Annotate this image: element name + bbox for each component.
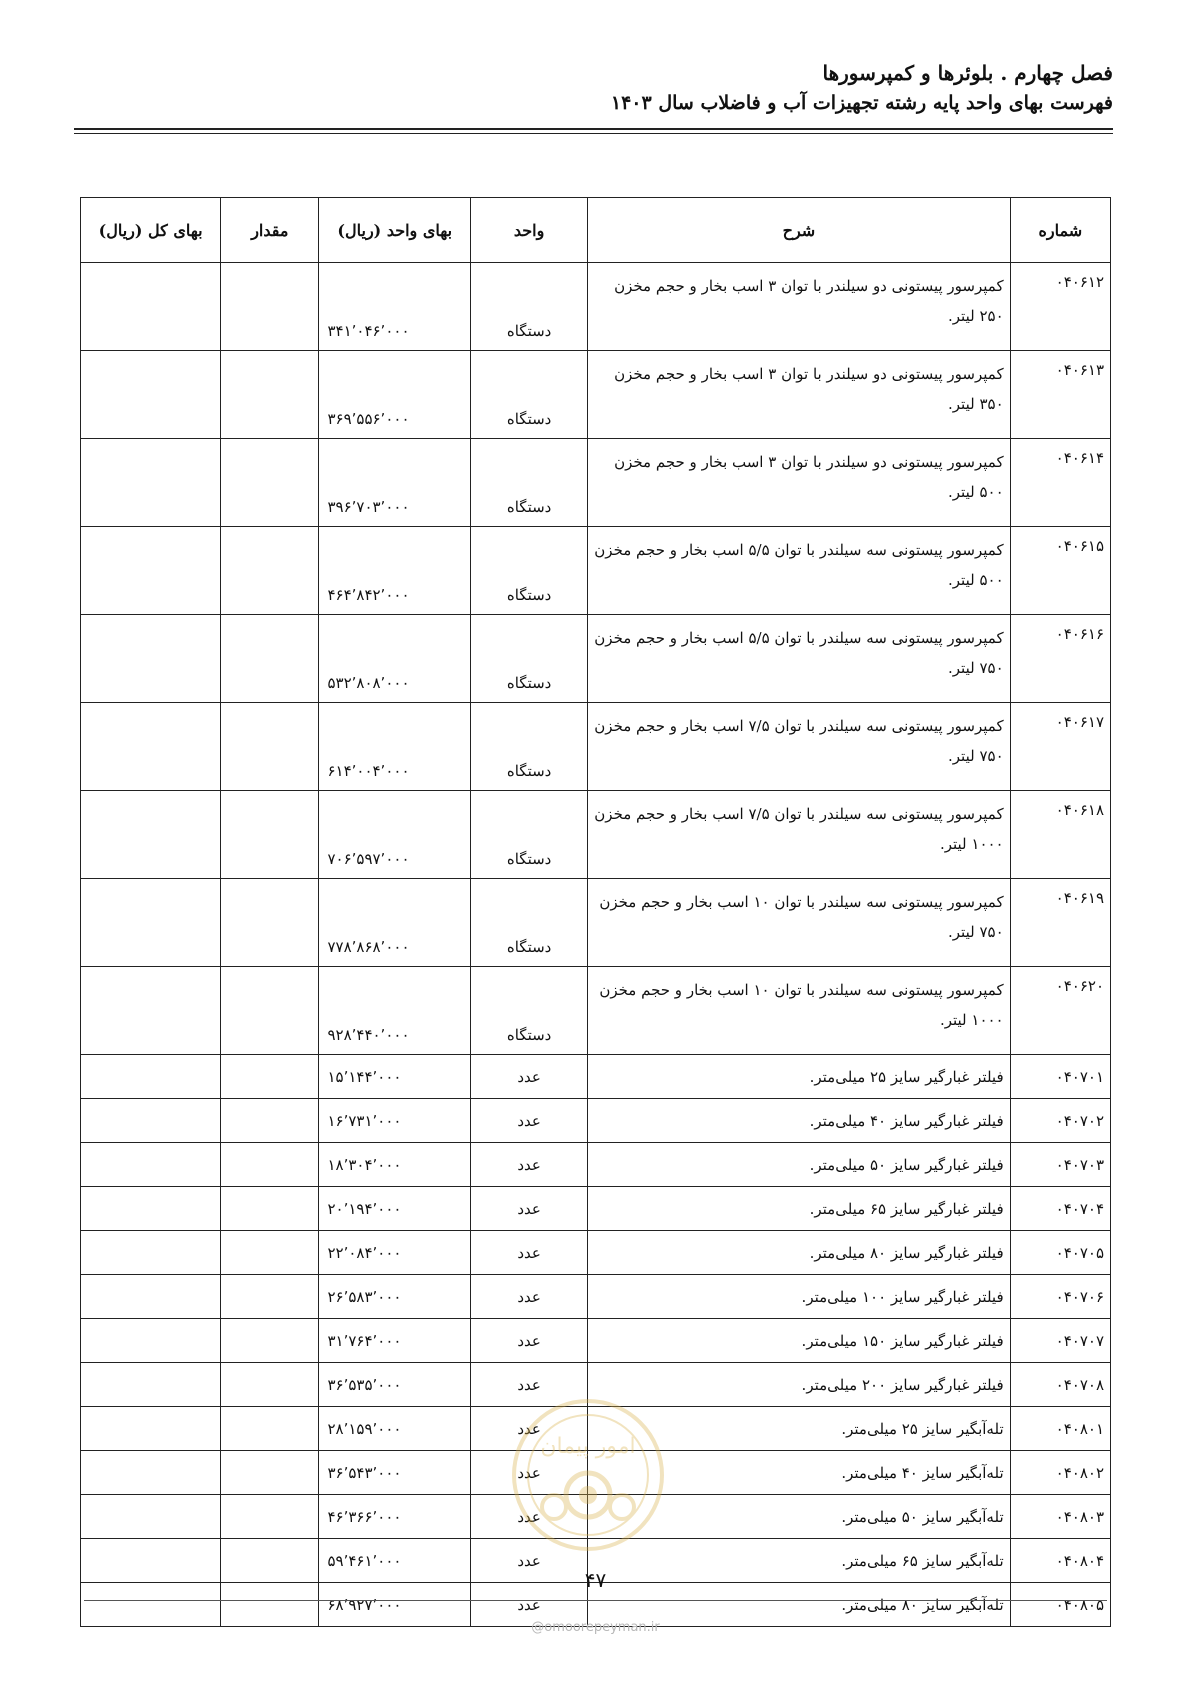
row-unit: عدد xyxy=(471,1055,588,1099)
row-quantity xyxy=(221,1363,319,1407)
row-unit-price: ۶۱۴٬۰۰۴٬۰۰۰ xyxy=(319,703,471,791)
row-total-price xyxy=(81,1495,221,1539)
row-unit-price: ۱۶٬۷۳۱٬۰۰۰ xyxy=(319,1099,471,1143)
row-unit: عدد xyxy=(471,1495,588,1539)
row-total-price xyxy=(81,1187,221,1231)
row-description: کمپرسور پیستونی سه سیلندر با توان ۵/۵ اسب بخار و حجم مخزن ۵۰۰ لیتر. xyxy=(588,527,1010,615)
row-description: کمپرسور پیستونی دو سیلندر با توان ۳ اسب بخار و حجم مخزن ۵۰۰ لیتر. xyxy=(588,439,1010,527)
row-quantity xyxy=(221,263,319,351)
row-total-price xyxy=(81,879,221,967)
row-description: تله‌آبگیر سایز ۵۰ میلی‌متر. xyxy=(588,1495,1010,1539)
row-unit-price: ۳۶٬۵۳۵٬۰۰۰ xyxy=(319,1363,471,1407)
row-description: فیلتر غبارگیر سایز ۶۵ میلی‌متر. xyxy=(588,1187,1010,1231)
row-number: ۰۴۰۷۰۷ xyxy=(1010,1319,1110,1363)
row-total-price xyxy=(81,1407,221,1451)
row-number: ۰۴۰۶۱۷ xyxy=(1010,703,1110,791)
row-total-price xyxy=(81,615,221,703)
row-total-price xyxy=(81,967,221,1055)
row-quantity xyxy=(221,1231,319,1275)
row-description: کمپرسور پیستونی دو سیلندر با توان ۳ اسب بخار و حجم مخزن ۲۵۰ لیتر. xyxy=(588,263,1010,351)
row-description: فیلتر غبارگیر سایز ۲۰۰ میلی‌متر. xyxy=(588,1363,1010,1407)
row-unit: دستگاه xyxy=(471,615,588,703)
row-description: کمپرسور پیستونی سه سیلندر با توان ۷/۵ اسب بخار و حجم مخزن ۱۰۰۰ لیتر. xyxy=(588,791,1010,879)
row-unit: دستگاه xyxy=(471,263,588,351)
row-unit: عدد xyxy=(471,1231,588,1275)
row-unit: عدد xyxy=(471,1099,588,1143)
row-number: ۰۴۰۷۰۶ xyxy=(1010,1275,1110,1319)
table-row xyxy=(81,1275,1111,1319)
row-unit: دستگاه xyxy=(471,439,588,527)
header-rule-thick xyxy=(74,128,1113,130)
row-total-price xyxy=(81,1363,221,1407)
row-unit-price: ۹۲۸٬۴۴۰٬۰۰۰ xyxy=(319,967,471,1055)
row-description: تله‌آبگیر سایز ۶۵ میلی‌متر. xyxy=(588,1539,1010,1583)
row-quantity xyxy=(221,879,319,967)
row-quantity xyxy=(221,1495,319,1539)
col-quantity-header: مقدار xyxy=(221,198,319,263)
seal-lettering: امور پیمان xyxy=(540,1434,636,1459)
row-quantity xyxy=(221,351,319,439)
table-row xyxy=(81,1143,1111,1187)
row-unit-price: ۳۴۱٬۰۴۶٬۰۰۰ xyxy=(319,263,471,351)
row-quantity xyxy=(221,791,319,879)
row-number: ۰۴۰۷۰۱ xyxy=(1010,1055,1110,1099)
row-quantity xyxy=(221,967,319,1055)
row-quantity xyxy=(221,439,319,527)
row-unit: عدد xyxy=(471,1407,588,1451)
row-unit: دستگاه xyxy=(471,351,588,439)
row-unit: دستگاه xyxy=(471,703,588,791)
table-row xyxy=(81,351,1111,439)
table-row xyxy=(81,879,1111,967)
row-unit-price: ۲۶٬۵۸۳٬۰۰۰ xyxy=(319,1275,471,1319)
row-total-price xyxy=(81,1451,221,1495)
document-subtitle: فهرست بهای واحد پایه رشته تجهیزات آب و فاضلاب سال ۱۴۰۳ xyxy=(610,92,1113,114)
row-description: کمپرسور پیستونی دو سیلندر با توان ۳ اسب بخار و حجم مخزن ۳۵۰ لیتر. xyxy=(588,351,1010,439)
row-quantity xyxy=(221,1099,319,1143)
row-unit-price: ۵۳۲٬۸۰۸٬۰۰۰ xyxy=(319,615,471,703)
row-quantity xyxy=(221,615,319,703)
col-unit-price-header: بهای واحد (ریال) xyxy=(319,198,471,263)
row-total-price xyxy=(81,1143,221,1187)
row-unit: دستگاه xyxy=(471,967,588,1055)
col-total-price-header: بهای کل (ریال) xyxy=(81,198,221,263)
row-number: ۰۴۰۶۲۰ xyxy=(1010,967,1110,1055)
row-number: ۰۴۰۸۰۳ xyxy=(1010,1495,1110,1539)
row-unit-price: ۳۹۶٬۷۰۳٬۰۰۰ xyxy=(319,439,471,527)
row-quantity xyxy=(221,1407,319,1451)
row-number: ۰۴۰۸۰۴ xyxy=(1010,1539,1110,1583)
row-unit: عدد xyxy=(471,1319,588,1363)
table-row xyxy=(81,1099,1111,1143)
row-unit-price: ۱۵٬۱۴۴٬۰۰۰ xyxy=(319,1055,471,1099)
row-description: تله‌آبگیر سایز ۴۰ میلی‌متر. xyxy=(588,1451,1010,1495)
row-number: ۰۴۰۶۱۶ xyxy=(1010,615,1110,703)
row-total-price xyxy=(81,1231,221,1275)
row-unit-price: ۴۶۴٬۸۴۲٬۰۰۰ xyxy=(319,527,471,615)
row-description: تله‌آبگیر سایز ۸۰ میلی‌متر. xyxy=(588,1583,1010,1627)
row-description: کمپرسور پیستونی سه سیلندر با توان ۷/۵ اسب بخار و حجم مخزن ۷۵۰ لیتر. xyxy=(588,703,1010,791)
table-row xyxy=(81,615,1111,703)
footer-rule xyxy=(84,1600,1107,1601)
watermark-url: @omoorepeyman.ir xyxy=(531,1620,660,1635)
row-total-price xyxy=(81,703,221,791)
table-row xyxy=(81,439,1111,527)
row-unit: عدد xyxy=(471,1275,588,1319)
row-unit-price: ۲۸٬۱۵۹٬۰۰۰ xyxy=(319,1407,471,1451)
row-description: فیلتر غبارگیر سایز ۲۵ میلی‌متر. xyxy=(588,1055,1010,1099)
row-number: ۰۴۰۷۰۲ xyxy=(1010,1099,1110,1143)
row-number: ۰۴۰۶۱۸ xyxy=(1010,791,1110,879)
row-number: ۰۴۰۶۱۳ xyxy=(1010,351,1110,439)
row-unit: عدد xyxy=(471,1187,588,1231)
row-number: ۰۴۰۶۱۹ xyxy=(1010,879,1110,967)
header-rule-thin xyxy=(74,133,1113,134)
row-number: ۰۴۰۷۰۳ xyxy=(1010,1143,1110,1187)
table-row xyxy=(81,263,1111,351)
row-total-price xyxy=(81,527,221,615)
table-row xyxy=(81,791,1111,879)
row-quantity xyxy=(221,1143,319,1187)
chapter-title: فصل چهارم . بلوئرها و کمپرسورها xyxy=(822,61,1113,85)
row-description: فیلتر غبارگیر سایز ۱۵۰ میلی‌متر. xyxy=(588,1319,1010,1363)
col-number-header: شماره xyxy=(1010,198,1110,263)
row-quantity xyxy=(221,1319,319,1363)
row-unit-price: ۳۶۹٬۵۵۶٬۰۰۰ xyxy=(319,351,471,439)
row-unit-price: ۳۱٬۷۶۴٬۰۰۰ xyxy=(319,1319,471,1363)
row-unit: عدد xyxy=(471,1363,588,1407)
row-total-price xyxy=(81,1275,221,1319)
table-row xyxy=(81,1319,1111,1363)
row-unit: عدد xyxy=(471,1583,588,1627)
row-unit: دستگاه xyxy=(471,879,588,967)
page-number: ۴۷ xyxy=(584,1568,607,1592)
table-row xyxy=(81,703,1111,791)
row-number: ۰۴۰۶۱۲ xyxy=(1010,263,1110,351)
row-unit-price: ۷۷۸٬۸۶۸٬۰۰۰ xyxy=(319,879,471,967)
row-unit: عدد xyxy=(471,1451,588,1495)
row-number: ۰۴۰۷۰۴ xyxy=(1010,1187,1110,1231)
row-quantity xyxy=(221,1187,319,1231)
row-description: تله‌آبگیر سایز ۲۵ میلی‌متر. xyxy=(588,1407,1010,1451)
row-quantity xyxy=(221,527,319,615)
row-unit-price: ۲۰٬۱۹۴٬۰۰۰ xyxy=(319,1187,471,1231)
row-number: ۰۴۰۸۰۱ xyxy=(1010,1407,1110,1451)
seal-watermark xyxy=(508,1395,668,1555)
row-unit-price: ۴۶٬۳۶۶٬۰۰۰ xyxy=(319,1495,471,1539)
row-quantity xyxy=(221,1275,319,1319)
row-description: کمپرسور پیستونی سه سیلندر با توان ۵/۵ اسب بخار و حجم مخزن ۷۵۰ لیتر. xyxy=(588,615,1010,703)
row-description: کمپرسور پیستونی سه سیلندر با توان ۱۰ اسب بخار و حجم مخزن ۱۰۰۰ لیتر. xyxy=(588,967,1010,1055)
row-unit-price: ۵۹٬۴۶۱٬۰۰۰ xyxy=(319,1539,471,1583)
row-unit-price: ۳۶٬۵۴۳٬۰۰۰ xyxy=(319,1451,471,1495)
table-row xyxy=(81,1231,1111,1275)
row-unit-price: ۲۲٬۰۸۴٬۰۰۰ xyxy=(319,1231,471,1275)
row-unit-price: ۱۸٬۳۰۴٬۰۰۰ xyxy=(319,1143,471,1187)
col-description-header: شرح xyxy=(588,198,1010,263)
row-number: ۰۴۰۷۰۸ xyxy=(1010,1363,1110,1407)
row-total-price xyxy=(81,791,221,879)
table-row xyxy=(81,1187,1111,1231)
table-row xyxy=(81,527,1111,615)
row-number: ۰۴۰۷۰۵ xyxy=(1010,1231,1110,1275)
row-description: فیلتر غبارگیر سایز ۴۰ میلی‌متر. xyxy=(588,1099,1010,1143)
table-row xyxy=(81,1055,1111,1099)
row-number: ۰۴۰۶۱۵ xyxy=(1010,527,1110,615)
row-description: فیلتر غبارگیر سایز ۸۰ میلی‌متر. xyxy=(588,1231,1010,1275)
row-total-price xyxy=(81,263,221,351)
table-header-row xyxy=(81,198,1111,263)
row-unit: دستگاه xyxy=(471,527,588,615)
row-unit: دستگاه xyxy=(471,791,588,879)
row-unit: عدد xyxy=(471,1143,588,1187)
row-total-price xyxy=(81,1055,221,1099)
row-number: ۰۴۰۶۱۴ xyxy=(1010,439,1110,527)
row-unit: عدد xyxy=(471,1539,588,1583)
row-total-price xyxy=(81,351,221,439)
row-quantity xyxy=(221,1451,319,1495)
row-quantity xyxy=(221,1055,319,1099)
page-header xyxy=(73,58,1113,118)
row-description: کمپرسور پیستونی سه سیلندر با توان ۱۰ اسب بخار و حجم مخزن ۷۵۰ لیتر. xyxy=(588,879,1010,967)
table-row xyxy=(81,967,1111,1055)
row-total-price xyxy=(81,1319,221,1363)
row-quantity xyxy=(221,703,319,791)
row-unit-price: ۶۸٬۹۲۷٬۰۰۰ xyxy=(319,1583,471,1627)
row-description: فیلتر غبارگیر سایز ۱۰۰ میلی‌متر. xyxy=(588,1275,1010,1319)
row-description: فیلتر غبارگیر سایز ۵۰ میلی‌متر. xyxy=(588,1143,1010,1187)
row-total-price xyxy=(81,1099,221,1143)
row-unit-price: ۷۰۶٬۵۹۷٬۰۰۰ xyxy=(319,791,471,879)
row-total-price xyxy=(81,439,221,527)
col-unit-header: واحد xyxy=(471,198,588,263)
row-number: ۰۴۰۸۰۲ xyxy=(1010,1451,1110,1495)
row-number: ۰۴۰۸۰۵ xyxy=(1010,1583,1110,1627)
